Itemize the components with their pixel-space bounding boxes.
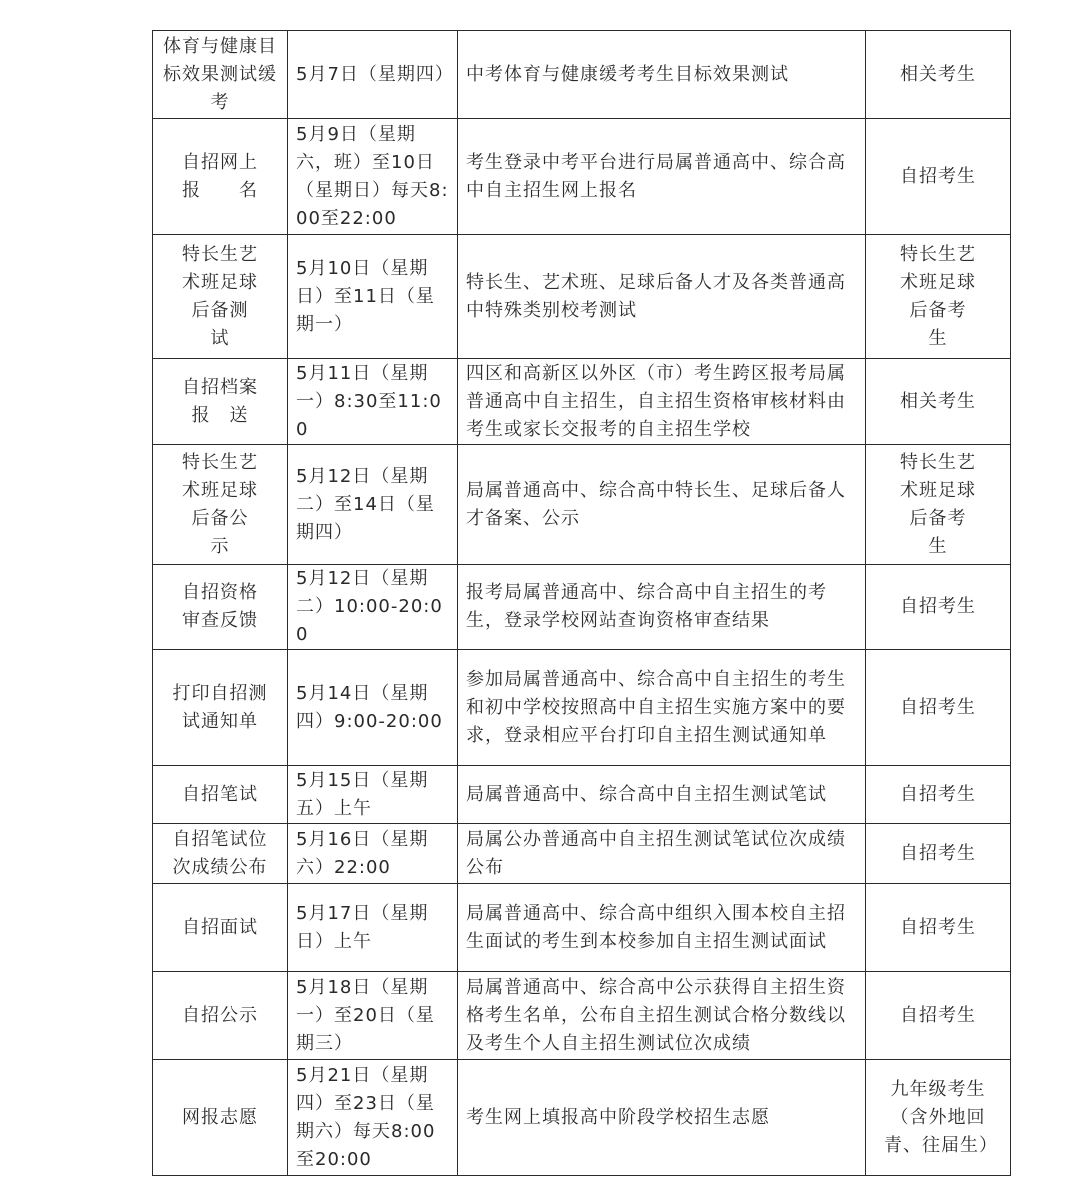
event-cell: [153, 119, 288, 235]
target-cell: [866, 31, 1011, 119]
table-row: [153, 565, 1011, 650]
event-name: 网报志愿: [182, 1106, 258, 1128]
event-name: 体育与健康目标效果测试缓考: [163, 35, 277, 113]
content-cell: 局属普通高中、综合高中公示获得自主招生资格考生名单，公布自主招生测试合格分数线以及考生个人自主招生测试位次成绩: [458, 972, 866, 1060]
event-name: 自招笔试: [182, 783, 258, 805]
time-cell: 5月11日（星期一）8:30至11:00: [288, 359, 458, 445]
table-row: [153, 31, 1011, 119]
event-name: 特长生艺术班足球后备公 示: [182, 451, 268, 557]
time-cell: 5月16日（星期六）22:00: [288, 824, 458, 884]
time-cell: 5月15日（星期五）上午: [288, 766, 458, 824]
time-cell: 5月12日（星期二）10:00-20:00: [288, 565, 458, 650]
target-cell: [866, 1060, 1011, 1176]
time-cell: 5月12日（星期二）至14日（星期四）: [288, 445, 458, 565]
target-group: 自招考生: [900, 165, 976, 187]
target-cell: [866, 766, 1011, 824]
target-group: 自招考生: [900, 916, 976, 938]
target-group: 相关考生: [900, 390, 976, 412]
content-cell: 报考局属普通高中、综合高中自主招生的考生，登录学校网站查询资格审查结果: [458, 565, 866, 650]
table-row: [153, 972, 1011, 1060]
content-cell: 中考体育与健康缓考考生目标效果测试: [458, 31, 866, 119]
enrollment-schedule-table: [152, 30, 1011, 1176]
table-row: [153, 119, 1011, 235]
target-group: 自招考生: [900, 596, 976, 617]
event-cell: [153, 972, 288, 1060]
event-cell: [153, 445, 288, 565]
table-row: [153, 766, 1011, 824]
time-cell: 5月14日（星期四）9:00-20:00: [288, 650, 458, 766]
event-name: 自招笔试位次成绩公布: [172, 828, 268, 878]
content-cell: 局属普通高中、综合高中特长生、足球后备人才备案、公示: [458, 445, 866, 565]
time-cell: 5月10日（星期日）至11日（星期一）: [288, 235, 458, 359]
content-cell: 局属普通高中、综合高中自主招生测试笔试: [458, 766, 866, 824]
table-row: [153, 1060, 1011, 1176]
content-cell: 局属普通高中、综合高中组织入围本校自主招生面试的考生到本校参加自主招生测试面试: [458, 884, 866, 972]
time-cell: 5月18日（星期一）至20日（星期三）: [288, 972, 458, 1060]
table-row: [153, 359, 1011, 445]
event-name: 自招资格审查反馈: [182, 582, 258, 631]
table-row: [153, 445, 1011, 565]
event-cell: [153, 565, 288, 650]
time-cell: 5月17日（星期日）上午: [288, 884, 458, 972]
event-name: 打印自招测试通知单: [172, 682, 268, 732]
target-group: 九年级考生（含外地回青、往届生）: [884, 1078, 998, 1156]
target-cell: [866, 565, 1011, 650]
event-name: 自招面试: [182, 916, 258, 938]
target-cell: [866, 119, 1011, 235]
target-group: 特长生艺术班足球后备考 生: [900, 243, 986, 349]
target-group: 自招考生: [900, 783, 976, 805]
table-row: [153, 824, 1011, 884]
event-cell: [153, 235, 288, 359]
event-cell: [153, 1060, 288, 1176]
target-cell: [866, 972, 1011, 1060]
content-cell: 考生网上填报高中阶段学校招生志愿: [458, 1060, 866, 1176]
content-cell: 特长生、艺术班、足球后备人才及各类普通高中特殊类别校考测试: [458, 235, 866, 359]
table-row: [153, 884, 1011, 972]
event-cell: [153, 766, 288, 824]
event-cell: [153, 359, 288, 445]
target-group: 相关考生: [900, 63, 976, 85]
time-cell: 5月7日（星期四）: [288, 31, 458, 119]
content-cell: 考生登录中考平台进行局属普通高中、综合高中自主招生网上报名: [458, 119, 866, 235]
event-name: 特长生艺术班足球后备测 试: [182, 243, 268, 349]
event-name: 自招网上报 名: [182, 151, 258, 201]
target-cell: [866, 445, 1011, 565]
target-cell: [866, 235, 1011, 359]
target-cell: [866, 884, 1011, 972]
event-cell: [153, 650, 288, 766]
time-cell: 5月21日（星期四）至23日（星期六）每天8:00至20:00: [288, 1060, 458, 1176]
target-cell: [866, 359, 1011, 445]
event-name: 自招档案报 送: [182, 376, 258, 426]
event-cell: [153, 824, 288, 884]
content-cell: 参加局属普通高中、综合高中自主招生的考生和初中学校按照高中自主招生实施方案中的要求，登录相应平台打印自主招生测试通知单: [458, 650, 866, 766]
table-row: [153, 650, 1011, 766]
target-group: 自招考生: [900, 842, 976, 864]
event-name: 自招公示: [182, 1004, 258, 1026]
target-group: 自招考生: [900, 1004, 976, 1026]
time-cell: 5月9日（星期六，班）至10日（星期日）每天8:00至22:00: [288, 119, 458, 235]
target-group: 自招考生: [900, 696, 976, 718]
target-cell: [866, 650, 1011, 766]
target-cell: [866, 824, 1011, 884]
event-cell: [153, 31, 288, 119]
event-cell: [153, 884, 288, 972]
target-group: 特长生艺术班足球后备考 生: [900, 451, 986, 557]
content-cell: 四区和高新区以外区（市）考生跨区报考局属普通高中自主招生，自主招生资格审核材料由考生或家长交报考的自主招生学校: [458, 359, 866, 445]
table-row: [153, 235, 1011, 359]
content-cell: 局属公办普通高中自主招生测试笔试位次成绩公布: [458, 824, 866, 884]
